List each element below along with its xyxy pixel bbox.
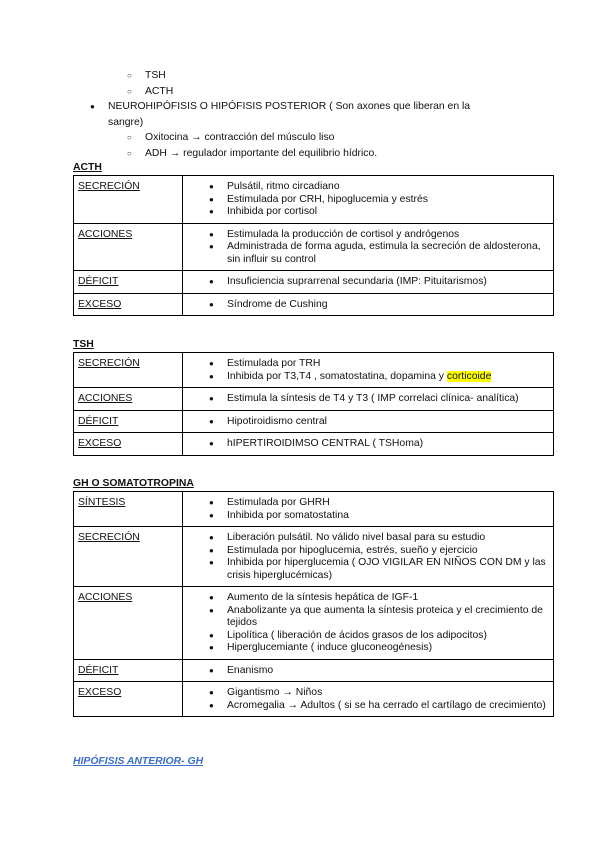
row-content [183,271,554,294]
list-item: ● Inhibida por somatostatina [187,510,549,523]
list-item: ● Síndrome de Cushing [187,299,549,312]
table-row [74,587,554,660]
row-label: EXCESO [74,293,183,316]
table-row [74,223,554,271]
highlighted-text: corticoide [446,370,492,382]
list-item: ● Inhibida por hiperglucemia ( OJO VIGILAR EN NIÑOS CON DM y las crisis hiperglucémicas) [187,557,549,582]
list-item: ● Estimulada la producción de cortisol y andrógenos [187,229,549,242]
table-row [74,271,554,294]
list-item: ● Hiperglucemiante ( induce gluconeogénesis) [187,642,549,655]
intro-list [0,68,600,161]
row-content [183,527,554,587]
list-item: ● Administrada de forma aguda, estimula la secreción de aldosterona, sin influir su control [187,241,549,266]
row-label: DÉFICIT [74,659,183,682]
row-label: DÉFICIT [74,271,183,294]
list-item: ○ ADH → regulador importante del equilibrio hídrico. [0,146,600,162]
list-item: ● Lipolítica ( liberación de ácidos grasos de los adipocitos) [187,630,549,643]
circle-bullet-icon: ○ [127,71,132,80]
bullet-icon: ● [90,102,95,111]
circle-bullet-icon: ○ [127,148,132,158]
gh-table [73,491,554,717]
row-label: ACCIONES [74,223,183,271]
row-content [183,388,554,411]
list-item: ● Estimulada por CRH, hipoglucemia y estrés [187,194,549,207]
list-item: ○ ACTH [0,84,600,100]
row-content [183,587,554,660]
section-title-acth: ACTH [73,162,102,173]
row-label: EXCESO [74,433,183,456]
list-item: ● Pulsátil, ritmo circadiano [187,181,549,194]
list-item: ● Inhibida por T3,T4 , somatostatina, dopamina y corticoide [187,371,549,384]
row-content [183,353,554,388]
row-label: SECRECIÓN [74,176,183,224]
section-title-gh: GH O SOMATOTROPINA [73,478,194,489]
row-label: ACCIONES [74,587,183,660]
list-item: ● Aumento de la síntesis hepática de IGF-1 [187,592,549,605]
row-content [183,293,554,316]
tsh-table [73,352,554,456]
list-item: ● Estimulada por TRH [187,358,549,371]
list-item: ○ Oxitocina → contracción del músculo liso [0,130,600,146]
row-content [183,176,554,224]
row-label: SÍNTESIS [74,492,183,527]
list-item: ● Acromegalia → Adultos ( si se ha cerrado el cartílago de crecimiento) [187,700,549,713]
table-row [74,353,554,388]
row-label: DÉFICIT [74,410,183,433]
list-item: ● Estimulada por GHRH [187,497,549,510]
list-item: ● hIPERTIROIDIMSO CENTRAL ( TSHoma) [187,438,549,451]
row-content [183,682,554,717]
row-content [183,223,554,271]
table-row [74,176,554,224]
row-label: ACCIONES [74,388,183,411]
row-label: SECRECIÓN [74,527,183,587]
circle-bullet-icon: ○ [127,86,132,96]
table-row [74,682,554,717]
list-item: ● Enanismo [187,665,549,678]
table-row [74,293,554,316]
table-row [74,410,554,433]
list-item: ● Inhibida por cortisol [187,206,549,219]
row-label: SECRECIÓN [74,353,183,388]
list-item: ● Estimula la síntesis de T4 y T3 ( IMP correlaci clínica- analítica) [187,393,549,406]
list-item: ● Liberación pulsátil. No válido nivel basal para su estudio [187,532,549,545]
table-row [74,388,554,411]
circle-bullet-icon: ○ [127,133,132,142]
list-item: ○ TSH [0,68,600,84]
row-content [183,410,554,433]
table-row [74,659,554,682]
table-row [74,527,554,587]
list-item: ● Gigantismo → Niños [187,687,549,700]
acth-table [73,175,554,316]
table-row [74,492,554,527]
section-title-tsh: TSH [73,339,94,350]
list-item: ● Insuficiencia suprarrenal secundaria (IMP: Pituitarismos) [187,276,549,289]
row-content [183,433,554,456]
hipofisis-anterior-gh-link[interactable]: HIPÓFISIS ANTERIOR- GH [73,756,204,767]
list-item: ● Anabolizante ya que aumenta la síntesis proteica y el crecimiento de tejidos [187,605,549,630]
table-row [74,433,554,456]
list-item: ● Hipotiroidismo central [187,416,549,429]
row-content [183,659,554,682]
row-content [183,492,554,527]
list-item: ● NEUROHIPÓFISIS O HIPÓFISIS POSTERIOR ( Son axones que liberan en la sangre) [90,101,471,128]
list-item: ● Estimulada por hipoglucemia, estrés, sueño y ejercicio [187,545,549,558]
row-label: EXCESO [74,682,183,717]
